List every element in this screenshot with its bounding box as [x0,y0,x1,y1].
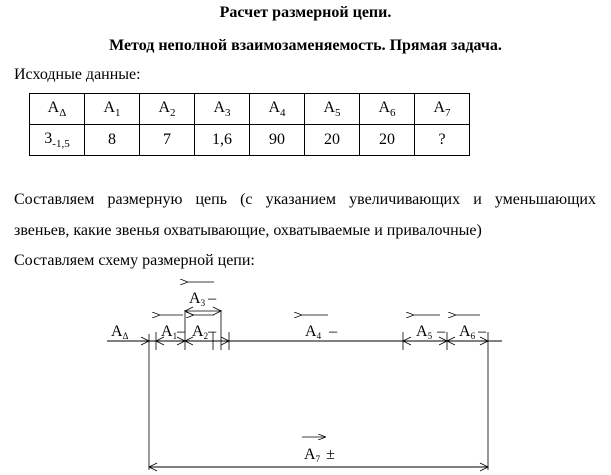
table-header-row [30,94,470,125]
header-cell-a3: $A_3$ [195,94,250,125]
initial-data-table [29,93,470,156]
compose-text-line1: Составляем размерную цепь (с указанием увеличивающих и уменьшающих [14,191,596,208]
header-cell-a5: $A_5$ [305,94,360,125]
value-cell-a7: ? [415,125,470,156]
header-cell-a1: $A_1$ [85,94,140,125]
value-cell-a-delta: $3_{-1,5}$ [30,125,85,156]
header-cell-a2: $A_2$ [140,94,195,125]
header-cell-a6: $A_6$ [360,94,415,125]
label-a5: A5 – [416,323,446,341]
label-a6: A6 – [459,323,487,341]
header-cell-a7: $A_7$ [415,94,470,125]
label-a1: A1– [161,323,186,341]
value-cell-a3: 1,6 [195,125,250,156]
header-cell-a-delta: $A_\Delta$ [30,94,85,125]
label-a7: A7 ± [304,446,335,464]
header-cell-a4: $A_4$ [250,94,305,125]
schema-label: Составляем схему размерной цепи: [14,252,255,269]
value-cell-a6: 20 [360,125,415,156]
label-a4: A4 – [305,323,338,341]
value-cell-a5: 20 [305,125,360,156]
dimension-chain-diagram [0,270,611,475]
label-a3: A3 – [189,290,217,308]
page-subtitle: Метод неполной взаимозаменяемость. Прямая задача. [109,37,502,54]
value-cell-a4: 90 [250,125,305,156]
value-cell-a2: 7 [140,125,195,156]
page-title: Расчет размерной цепи. [219,4,392,21]
compose-text-line2: звеньев, какие звенья охватывающие, охватываемые и привалочные) [14,222,482,239]
label-a2: A2– [192,323,217,341]
value-cell-a1: 8 [85,125,140,156]
table-value-row [30,125,470,156]
label-a-delta: AΔ [111,323,129,341]
initial-data-label: Исходные данные: [14,66,141,83]
